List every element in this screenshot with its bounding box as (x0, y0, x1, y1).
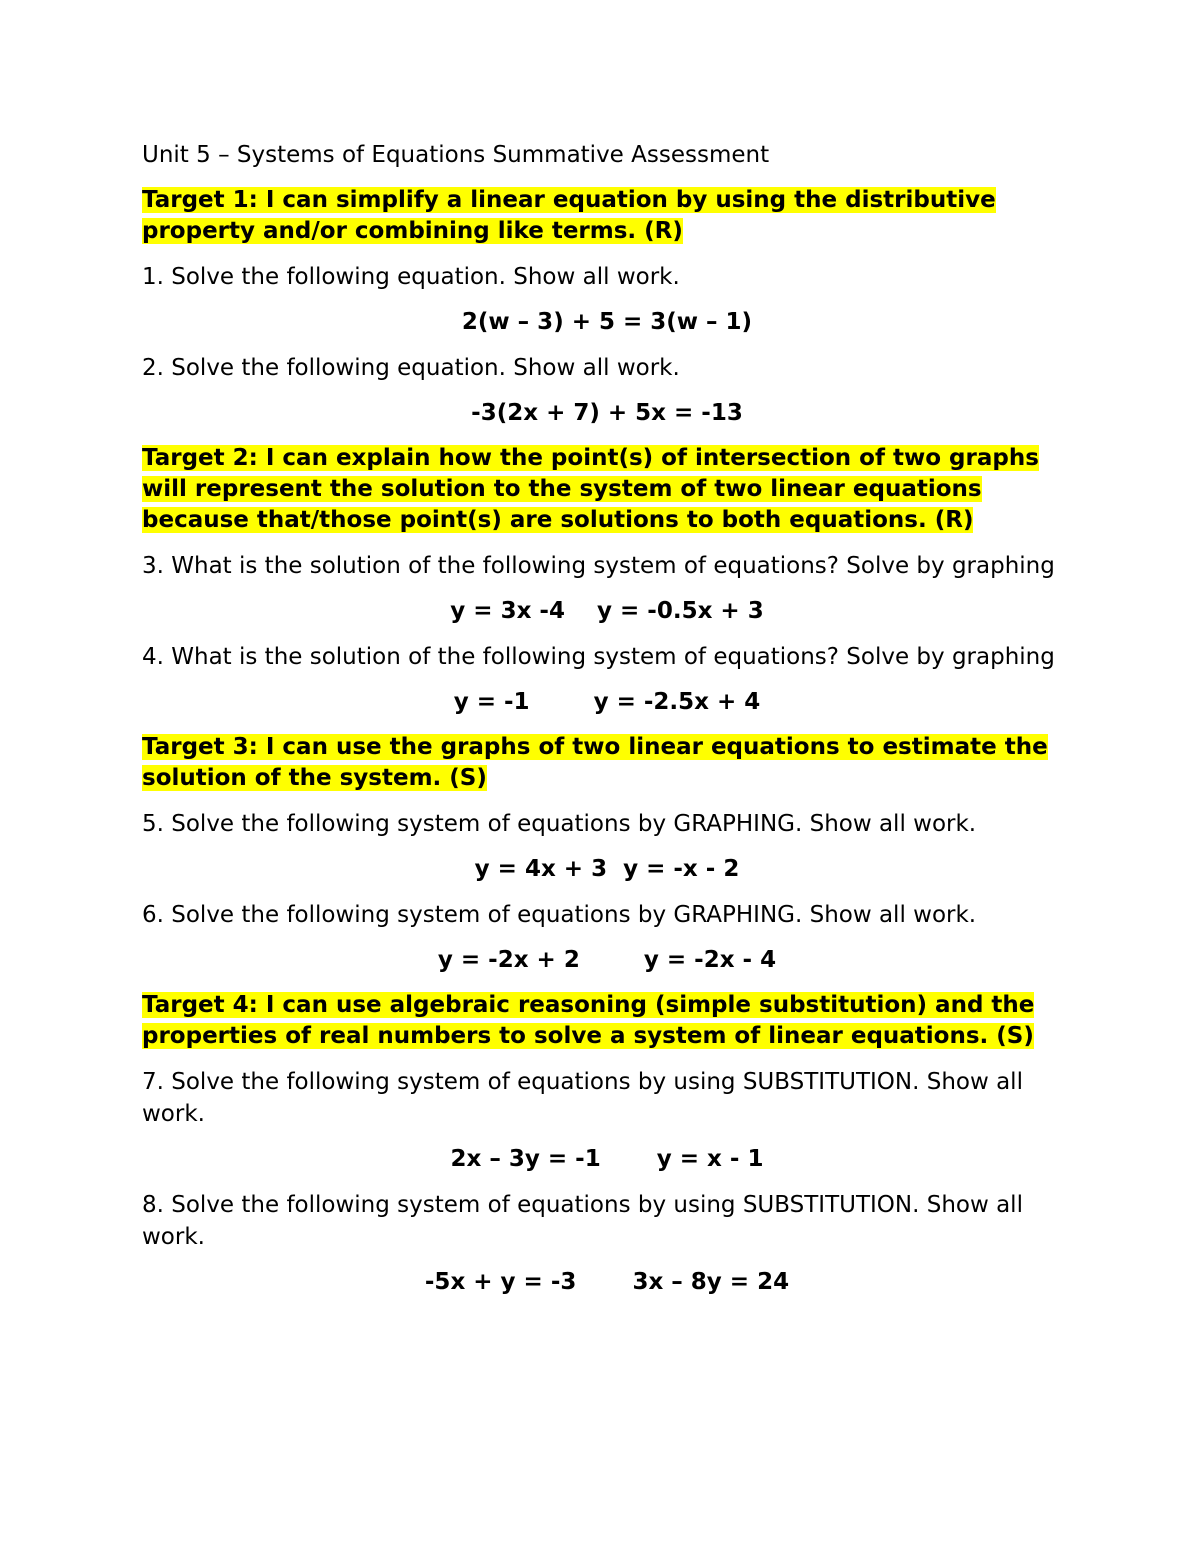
target-1-text: Target 1: I can simplify a linear equation by using the distributive property and/or combining like terms. (R) (142, 187, 996, 244)
target-2-heading (142, 443, 1072, 536)
equation-2: -3(2x + 7) + 5x = -13 (471, 400, 743, 426)
question-2: 2. Solve the following equation. Show all work. (142, 355, 680, 381)
question-3: 3. What is the solution of the following system of equations? Solve by graphing (142, 553, 1055, 579)
target-4-text: Target 4: I can use algebraic reasoning (simple substitution) and the properties of real numbers to solve a system of linear equations. (S) (142, 992, 1035, 1049)
target-4-heading (142, 990, 1072, 1052)
equation-7: 2x – 3y = -1 y = x - 1 (450, 1146, 764, 1172)
question-4: 4. What is the solution of the following system of equations? Solve by graphing (142, 644, 1055, 670)
question-5: 5. Solve the following system of equations by GRAPHING. Show all work. (142, 811, 977, 837)
equation-8: -5x + y = -3 3x – 8y = 24 (424, 1269, 790, 1295)
equation-1: 2(w – 3) + 5 = 3(w – 1) (461, 309, 753, 335)
document-page (142, 140, 1072, 1312)
target-3-heading (142, 732, 1072, 794)
question-6: 6. Solve the following system of equations by GRAPHING. Show all work. (142, 902, 977, 928)
equation-5: y = 4x + 3 y = -x - 2 (474, 856, 740, 882)
equation-6: y = -2x + 2 y = -2x - 4 (437, 947, 777, 973)
target-2-text: Target 2: I can explain how the point(s) of intersection of two graphs will represent the solution to the system of two linear equations because that/those point(s) are solutions to both equations. (R) (142, 445, 1039, 533)
question-1: 1. Solve the following equation. Show all work. (142, 264, 680, 290)
question-8: 8. Solve the following system of equations by using SUBSTITUTION. Show all work. (142, 1192, 1023, 1250)
equation-3: y = 3x -4 y = -0.5x + 3 (450, 598, 764, 624)
target-3-text: Target 3: I can use the graphs of two linear equations to estimate the solution of the system. (S) (142, 734, 1048, 791)
document-title: Unit 5 – Systems of Equations Summative Assessment (142, 142, 770, 168)
target-1-heading (142, 185, 1072, 247)
equation-4: y = -1 y = -2.5x + 4 (453, 689, 761, 715)
question-7: 7. Solve the following system of equations by using SUBSTITUTION. Show all work. (142, 1069, 1023, 1127)
